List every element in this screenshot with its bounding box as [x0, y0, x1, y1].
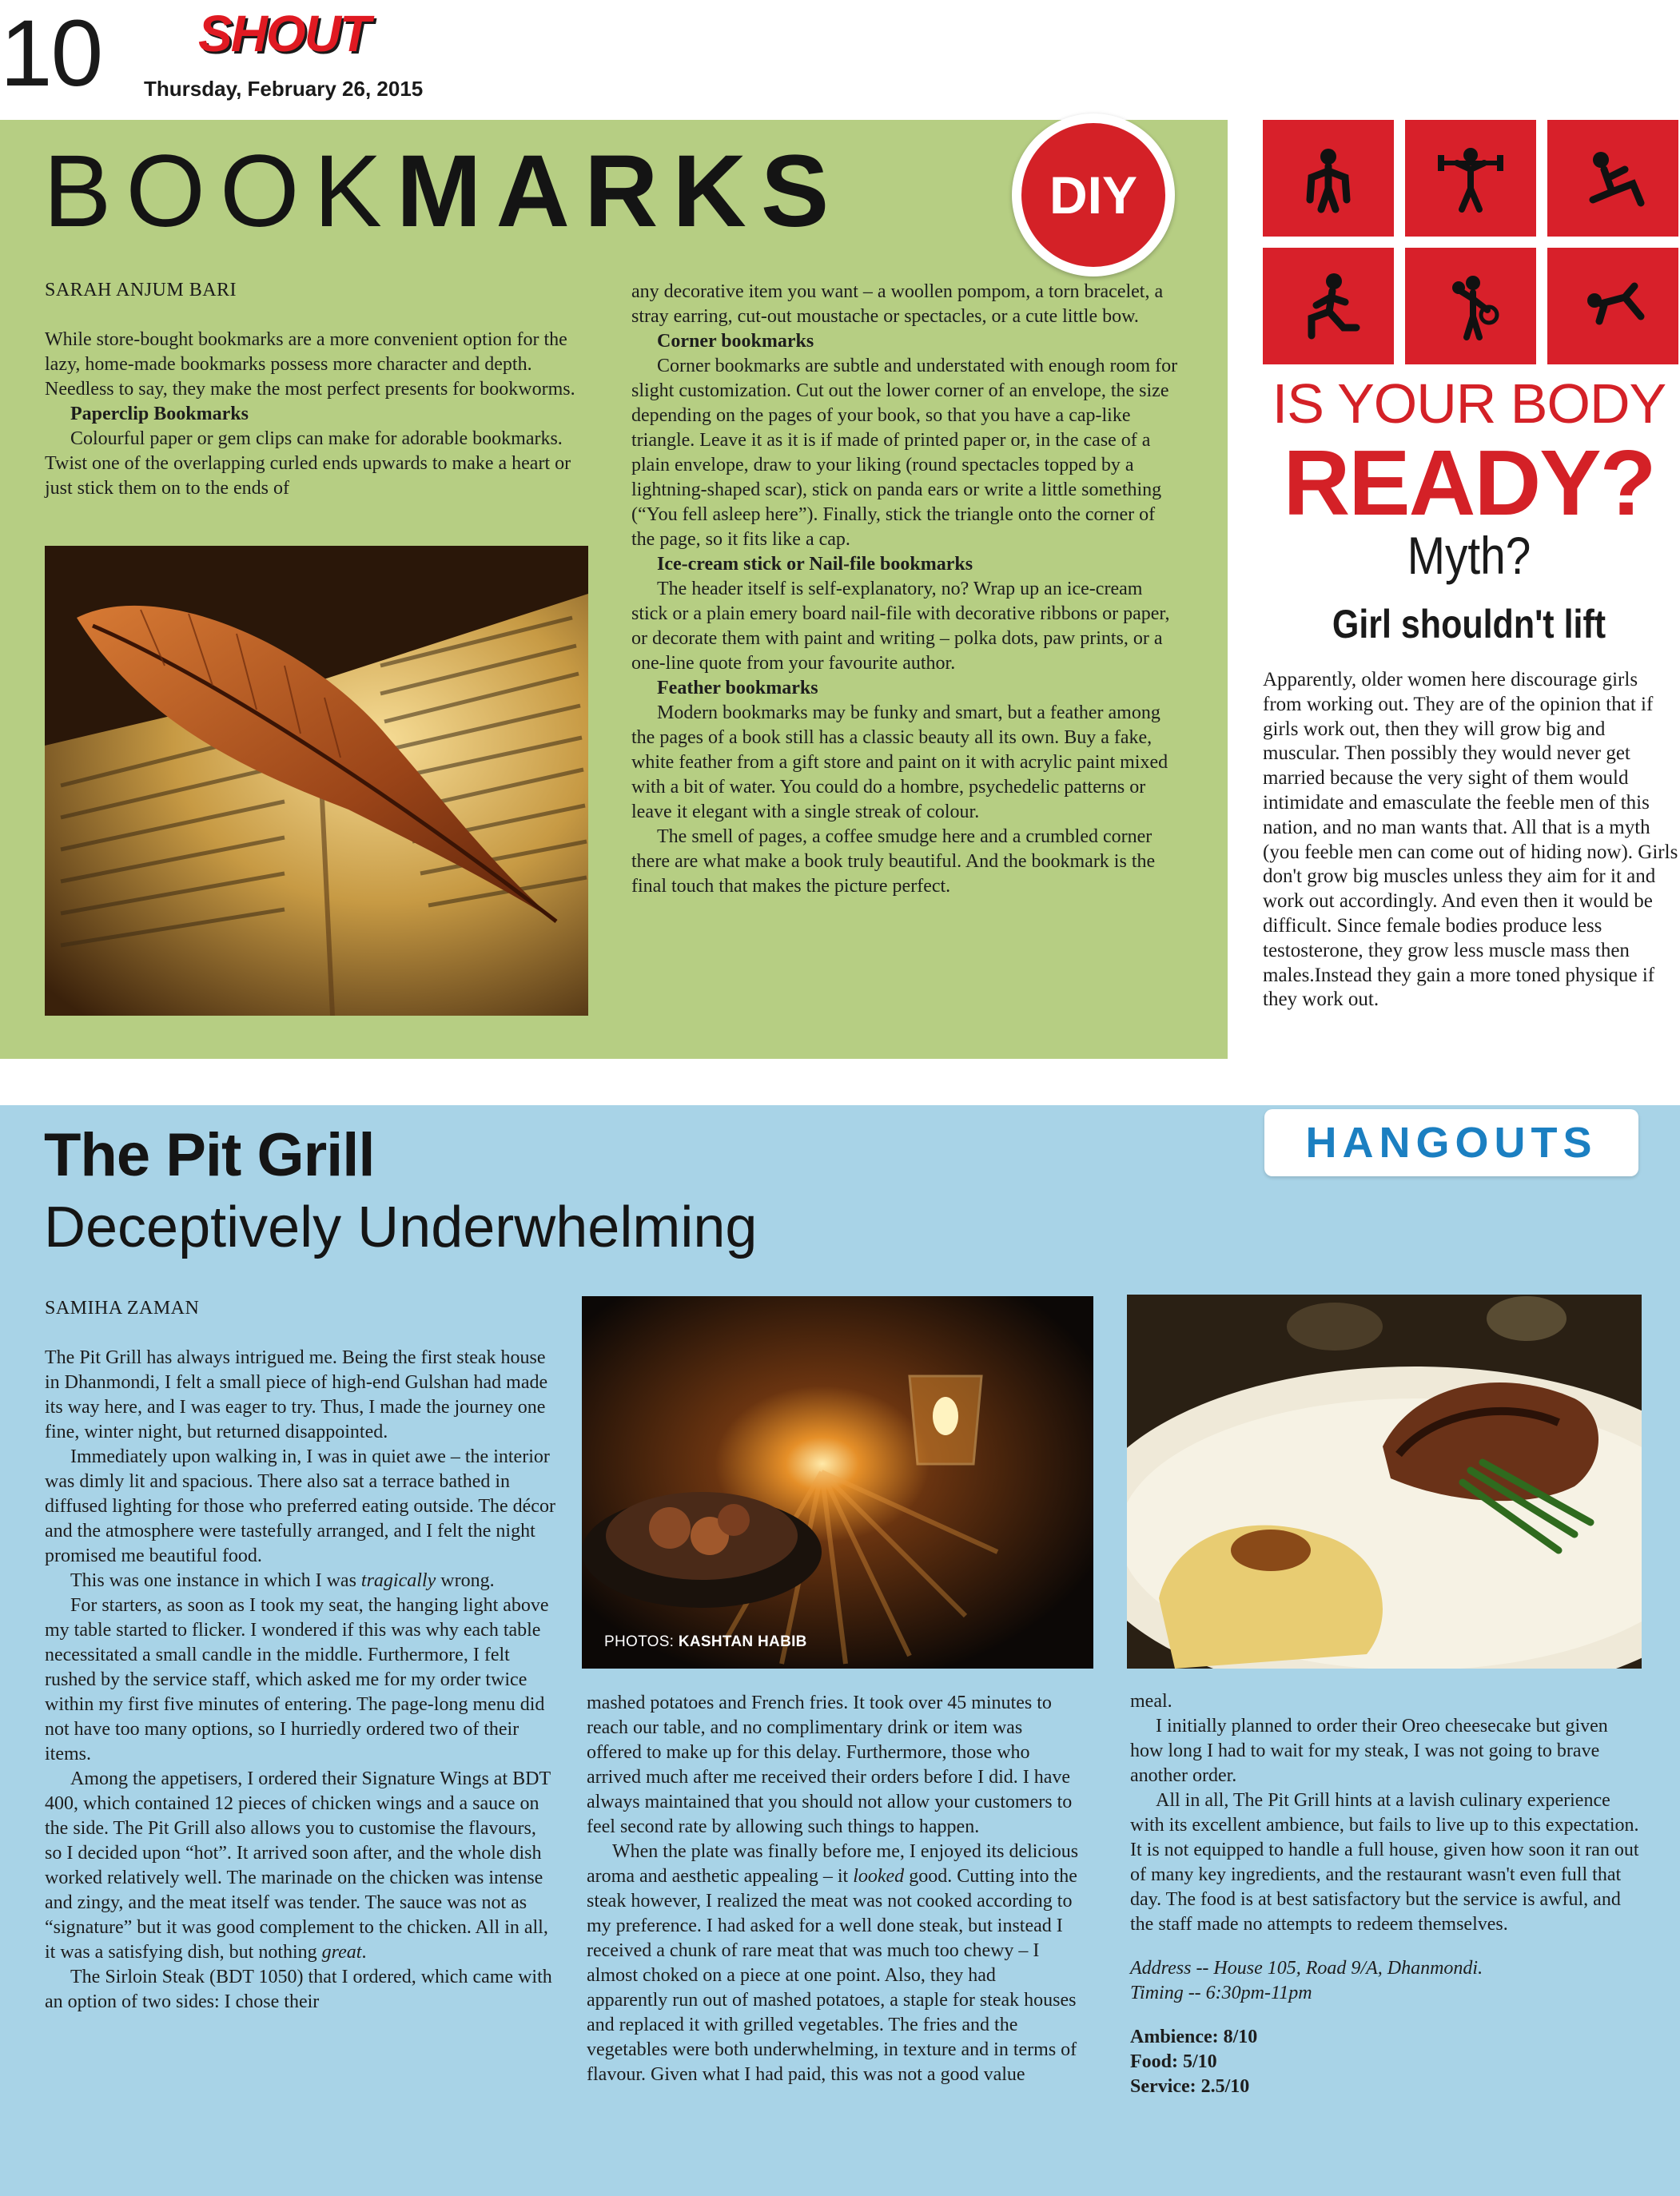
subheading: Corner bookmarks — [657, 331, 814, 352]
barbell-squat-icon — [1405, 120, 1536, 237]
paragraph: Modern bookmarks may be funky and smart, but a feather among the pages of a book still has a classic beauty all its own. Buy a fake, white feather from a gift store and paint on it with acrylic paint mixed with a bit of water. You could do a hombre, psychedelic patterns or leave it elegant with a single streak of colour. — [631, 702, 1168, 822]
emphasis: great — [321, 1942, 362, 1963]
review-column-1 — [45, 1346, 556, 2015]
paragraph: The smell of pages, a coffee smudge here and a crumbled corner there are what make a book truly beautiful. And the bookmark is the final touch that makes the picture perfect. — [631, 826, 1156, 897]
paragraph — [45, 1767, 556, 1965]
rating-service: Service: 2.5/10 — [1130, 2076, 1250, 2097]
steak-image — [1127, 1295, 1642, 1669]
bookmarks-column-2 — [631, 280, 1183, 899]
paragraph: Colourful paper or gem clips can make for adorable bookmarks. Twist one of the overlapping curled ends upwards to make a heart or just stick them on to the ends of — [45, 428, 571, 499]
title-bold: MARKS — [396, 134, 844, 249]
paragraph: While store-bought bookmarks are a more convenient option for the lazy, home-made bookmarks possess more character and depth. Needless to say, they make the most perfect presents for bookworms. — [45, 329, 575, 400]
diy-badge-circle — [1021, 123, 1165, 267]
text: good. Cutting into the steak however, I realized the meat was not cooked according to my preference. I had asked for a well done steak, but instead I received a chunk of rare meat that was much too chewy – I almost choked on a piece at one point. Also, they had apparently run out of mashed potatoes, a staple for steak houses and replaced it with grilled vegetables. The fries and the vegetables were both underwhelming, in texture and in terms of flavour. Given what I had paid, this was not a good value — [587, 1866, 1077, 2085]
review-column-3 — [1130, 1689, 1642, 2099]
photo-credit-label: PHOTOS: — [604, 1633, 675, 1650]
review-column-2 — [587, 1691, 1079, 2087]
dumbbell-curl-icon — [1405, 248, 1536, 364]
bookmarks-column-1 — [45, 328, 599, 501]
rating-ambience: Ambience: 8/10 — [1130, 2027, 1258, 2047]
fitness-headline-ready: READY? — [1283, 431, 1655, 535]
paragraph: The Sirloin Steak (BDT 1050) that I ordered, which came with an option of two sides: I chose their — [45, 1967, 552, 2012]
bookmarks-byline: SARAH ANJUM BARI — [45, 280, 237, 300]
diy-badge-label: DIY — [1049, 165, 1138, 225]
diy-badge — [1012, 113, 1175, 276]
candle-image — [582, 1296, 1093, 1669]
venue-timing: Timing -- 6:30pm-11pm — [1130, 1983, 1312, 2003]
text: . — [361, 1942, 367, 1963]
article-title: The Pit Grill — [44, 1121, 375, 1189]
text: Among the appetisers, I ordered their Signature Wings at BDT 400, which contained 12 pieces of chicken wings and a sauce on the side. The Pit Grill also allows you to customise the flavours, so I decided upon “hot”. It arrived soon after, and the whole dish worked relatively well. The marinade on the chicken was intense and zingy, and the meat itself was tender. The sauce was not as “signature” but it was good complement to the chicken. All in all, it was a satisfying dish, but nothing — [45, 1768, 551, 1963]
text: wrong. — [436, 1570, 495, 1591]
venue-address: Address -- House 105, Road 9/A, Dhanmondi. — [1130, 1958, 1483, 1979]
candle-table-photo — [582, 1296, 1093, 1669]
fitness-headline: IS YOUR BODY — [1272, 372, 1666, 435]
fitness-body — [1263, 668, 1678, 1012]
title-light: BOOK — [43, 134, 396, 249]
bookmarks-title — [43, 134, 844, 249]
rating-food: Food: 5/10 — [1130, 2051, 1217, 2072]
subheading: Paperclip Bookmarks — [70, 404, 249, 424]
article-subtitle: Deceptively Underwhelming — [44, 1195, 758, 1259]
steak-plate-photo — [1127, 1295, 1642, 1669]
paragraph: I initially planned to order their Oreo cheesecake but given how long I had to wait for my steak, I was not going to brave another order. — [1130, 1716, 1608, 1786]
paragraph: any decorative item you want – a woollen pompom, a torn bracelet, a stray earring, cut-out moustache or spectacles, or a cute little bow. — [631, 281, 1164, 327]
chest-press-icon — [1263, 120, 1394, 237]
fitness-myth-label: Myth? — [1407, 526, 1531, 585]
feather-book-image — [45, 546, 588, 1016]
fitness-subheadline: Girl shouldn't lift — [1332, 602, 1606, 646]
logo-wordmark: SHOUT — [198, 5, 369, 62]
feather-book-photo — [45, 546, 588, 1016]
plank-icon — [1547, 248, 1678, 364]
photo-credit — [604, 1633, 807, 1651]
paragraph: For starters, as soon as I took my seat, the hanging light above my table started to flicker. I wondered if this was why each table necessitated a small candle in the middle. Furthermore, I felt rushed by the service staff, which asked me for my order twice within my first five minutes of entering. The page-long menu did not have too many options, so I hurriedly ordered two of their items. — [45, 1595, 549, 1764]
text: When the plate was finally before me, I enjoyed its delicious aroma and aesthetic appealing – it — [587, 1841, 1079, 1887]
paragraph: meal. — [1130, 1691, 1172, 1712]
ratings-block — [1130, 2025, 1642, 2099]
paragraph: Immediately upon walking in, I was in quiet awe – the interior was dimly lit and spacious. There also sat a terrace bathed in diffused lighting for those who preferred eating outside. The décor and the atmosphere were tastefully arranged, and I felt the night promised me beautiful food. — [45, 1446, 555, 1566]
paragraph: (“You fell asleep here”). Finally, stick the triangle onto the corner of the page, so it fits like a cap. — [631, 504, 1156, 550]
shout-logo — [193, 2, 377, 67]
emphasis: looked — [853, 1866, 905, 1887]
hangouts-byline: SAMIHA ZAMAN — [45, 1298, 200, 1319]
paragraph — [587, 1840, 1079, 2087]
paragraph: Apparently, older women here discourage girls from working out. They are of the opinion that if girls work out, then they will grow big and muscular. Then possibly they would never get married because the very sight of them would intimidate and emasculate the feeble men of this nation, and no man wants that. All that is a myth (you feeble men can come out of hiding now). Girls don't grow big muscles unless they aim for it and work out accordingly. And even then it would be difficult. Since female bodies produce less testosterone, they grow less muscle mass then males.Instead they gain a more toned physique if they work out. — [1263, 669, 1678, 1011]
paragraph: mashed potatoes and French fries. It took over 45 minutes to reach our table, and no complimentary drink or item was offered to make up for this delay. Furthermore, those who arrived much after me received their orders before I did. I have always maintained that you should not allow your customers to feel second rate by allowing such things to happen. — [587, 1693, 1073, 1837]
hangouts-tab — [1264, 1109, 1638, 1176]
paragraph: Corner bookmarks are subtle and understated with enough room for slight customization. Cut out the lower corner of an envelope, the size depending on the pages of your book, so that you have a cap-like triangle. Leave it as it is if made of printed paper or, in the case of a plain envelope, draw to your liking (round spectacles topped by a lightning-shaped scar), stick on panda ears or write a little something — [631, 356, 1178, 500]
emphasis: tragically — [360, 1570, 436, 1591]
paragraph: The Pit Grill has always intrigued me. Being the first steak house in Dhanmondi, I felt a small piece of high-end Gulshan had made its way here, and I was eager to try. Thus, I made the journey one fine, winter night, but returned disappointed. — [45, 1347, 548, 1442]
photo-credit-name: KASHTAN HABIB — [678, 1633, 807, 1650]
paragraph: The header itself is self-explanatory, no? Wrap up an ice-cream stick or a plain emery board nail-file with decorative ribbons or paper, or decorate them with paint and writing – polka dots, paw prints, or a one-line quote from your favourite author. — [631, 579, 1170, 674]
subheading: Ice-cream stick or Nail-file bookmarks — [657, 554, 973, 575]
hangouts-label: HANGOUTS — [1305, 1119, 1598, 1167]
exercise-icon-grid — [1263, 120, 1678, 364]
page-number: 10 — [0, 1, 102, 106]
paragraph — [45, 1569, 556, 1593]
issue-date: Thursday, February 26, 2015 — [144, 77, 424, 101]
subheading: Feather bookmarks — [657, 678, 818, 698]
paragraph: All in all, The Pit Grill hints at a lavish culinary experience with its excellent ambience, but fails to live up to this expectation. It is not equipped to handle a full house, given how soon it ran out of many key ingredients, and the restaurant wasn't even full that day. The food is at best satisfactory but the service is awful, and the staff made no attempts to redeem themselves. — [1130, 1790, 1639, 1935]
sit-up-icon — [1547, 120, 1678, 237]
text: This was one instance in which I was — [70, 1570, 361, 1591]
lunge-icon — [1263, 248, 1394, 364]
